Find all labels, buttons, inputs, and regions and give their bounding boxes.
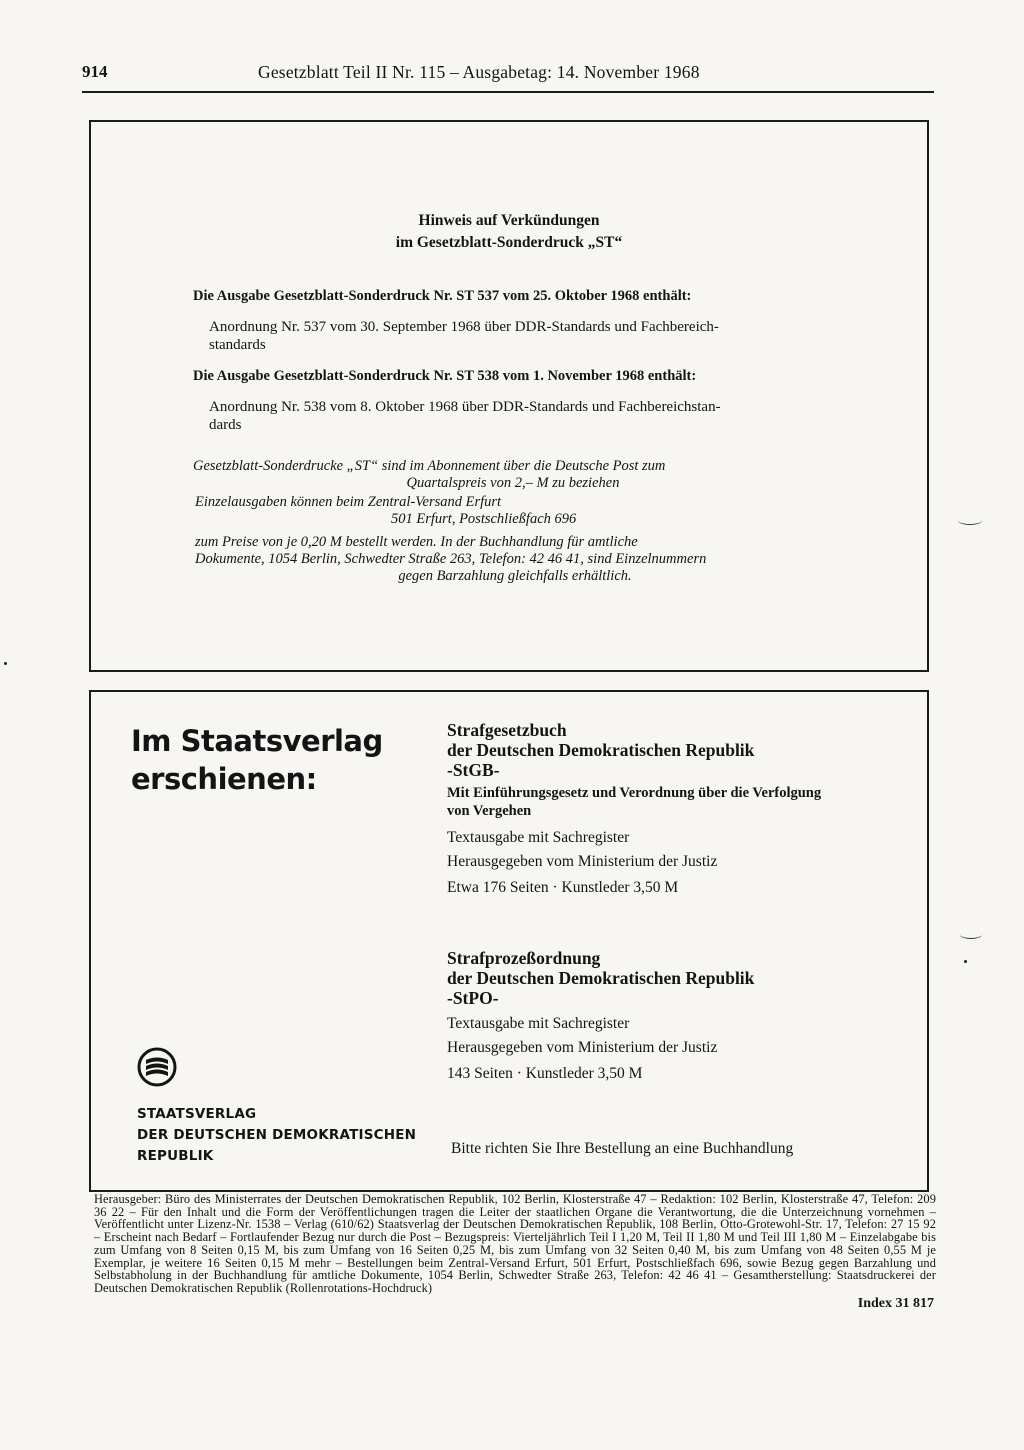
subscription-line2: Quartalspreis von 2,– M zu beziehen [406,475,620,491]
advert-heading-line1: Im Staatsverlag [131,724,383,758]
book-stpo-title2: der Deutschen Demokratischen Republik [447,968,755,988]
advert-box [89,690,929,1192]
book-stgb-title2: der Deutschen Demokratischen Republik [447,740,755,760]
subscription-note [193,458,833,492]
issue-538-line1: Anordnung Nr. 538 vom 8. Oktober 1968 über DDR-Standards und Fachbereichstan- [209,399,721,415]
advert-order-note: Bitte richten Sie Ihre Bestellung an eine Buchhandlung [451,1140,794,1157]
book-stgb-sub2: von Vergehen [447,803,532,819]
publisher-line1: STAATSVERLAG [137,1106,257,1122]
scan-dot-1 [4,662,7,665]
order-line2: Dokumente, 1054 Berlin, Schwedter Straße 263, Telefon: 42 46 41, sind Einzelnummern [195,551,707,567]
book-stpo-abbr: -StPO- [447,988,499,1008]
book-stgb-title1: Strafgesetzbuch [447,720,567,740]
book-stpo-title [447,948,754,1008]
book-stgb-price: Etwa 176 Seiten · Kunstleder 3,50 M [447,879,679,896]
imprint-text: Herausgeber: Büro des Ministerrates der Deutschen Demokratischen Republik, 102 Berlin, Klosterstraße 47 – Redaktion: 102 Berlin, Klosterstraße 47, Telefon: 209 36 22 – Für den Inhalt und die Form der Veröffentlichungen tragen die Leiter der staatlichen Organe die Verantwortung, die die Unterzeichnung vornehmen – Veröffentlicht unter Lizenz-Nr. 1538 – Verlag (610/62) Staatsverlag der Deutschen Demokratischen Republik, 108 Berlin, Otto-Grotewohl-Str. 17, Telefon: 27 15 92 – Erscheint nach Bedarf – Fortlaufender Bezug nur durch die Post – Bezugspreis: Vierteljährlich Teil I 1,20 M, Teil II 1,80 M und Teil III 1,80 M – Einzelabgabe bis zum Umfang von 8 Seiten 0,15 M, bis zum Umfang von 16 Seiten 0,25 M, bis zum Umfang von 32 Seiten 0,40 M, bis zum Umfang von 48 Seiten 0,55 M je Exemplar, je weitere 16 Seiten 0,15 M mehr – Bestellungen beim Zentral-Versand Erfurt, 501 Erfurt, Postschließfach 696, sowie Bezug gegen Barzahlung und Selbstabholung in der Buchhandlung für amtliche Dokumente, 1054 Berlin, Schwedter Straße 263, Telefon: 42 46 41 – Gesamtherstellung: Staatsdruckerei der Deutschen Demokratischen Republik (Rollenrotations-Hochdruck) [94,1192,936,1295]
book-stgb-abbr: -StGB- [447,760,500,780]
publisher-name [137,1104,416,1167]
order-note [195,534,835,585]
notice-title: Hinweis auf Verkündungen [418,212,600,229]
page-number: 914 [82,62,108,81]
book-stpo-edition: Textausgabe mit Sachregister [447,1015,630,1032]
book-stgb-edition: Textausgabe mit Sachregister [447,829,630,846]
issue-537-heading: Die Ausgabe Gesetzblatt-Sonderdruck Nr. ST 537 vom 25. Oktober 1968 enthält: [193,288,692,304]
single-issue-line1: Einzelausgaben können beim Zentral-Versand Erfurt [195,494,502,510]
index-number: Index 31 817 [857,1296,934,1311]
book-stgb-title [447,720,754,780]
issue-538-body [209,398,829,434]
single-issue-line2: 501 Erfurt, Postschließfach 696 [391,511,577,527]
advert-heading [131,722,383,798]
subscription-line1: Gesetzblatt-Sonderdrucke „ST“ sind im Abonnement über die Deutsche Post zum [193,458,666,474]
book-stpo-editor: Herausgegeben vom Ministerium der Justiz [447,1039,718,1056]
advert-heading-line2: erschienen: [131,762,317,796]
gazette-header-title: Gesetzblatt Teil II Nr. 115 – Ausgabetag: 14. November 1968 [258,62,700,82]
scan-dot-2 [964,960,967,963]
book-stgb-editor: Herausgegeben vom Ministerium der Justiz [447,853,718,870]
book-stpo-title1: Strafprozeßordnung [447,948,601,968]
book-stgb-subtitle [447,784,821,820]
scan-mark-1 [958,516,982,525]
single-issue-note [195,494,595,528]
order-line1: zum Preise von je 0,20 M bestellt werden. In der Buchhandlung für amtliche [195,534,638,550]
scan-mark-2 [960,930,982,939]
publisher-line3: REPUBLIK [137,1148,214,1164]
issue-537-body [209,318,829,354]
staatsverlag-logo-icon [137,1047,177,1087]
issue-537-line2: standards [209,337,266,353]
notice-subtitle: im Gesetzblatt-Sonderdruck „ST“ [395,234,623,251]
issue-537-line1: Anordnung Nr. 537 vom 30. September 1968 über DDR-Standards und Fachbereich- [209,319,719,335]
issue-538-heading: Die Ausgabe Gesetzblatt-Sonderdruck Nr. ST 538 vom 1. November 1968 enthält: [193,368,697,384]
notice-box [89,120,929,672]
book-stpo-price: 143 Seiten · Kunstleder 3,50 M [447,1065,643,1082]
order-line3: gegen Barzahlung gleichfalls erhältlich. [398,568,632,584]
publisher-line2: DER DEUTSCHEN DEMOKRATISCHEN [137,1127,417,1143]
issue-538-line2: dards [209,417,242,433]
book-stgb-sub1: Mit Einführungsgesetz und Verordnung über die Verfolgung [447,785,822,801]
header-rule [82,91,934,93]
